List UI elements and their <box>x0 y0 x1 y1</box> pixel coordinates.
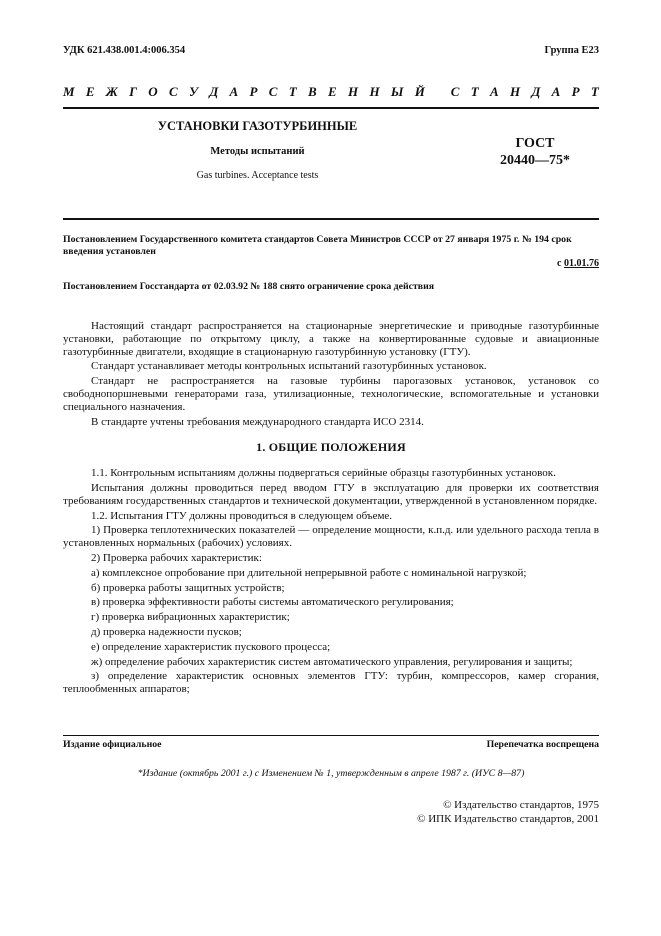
banner-letter: Д <box>209 84 219 99</box>
document-body <box>63 320 599 698</box>
intro-paragraph: Стандарт устанавливает методы контрольных испытаний газотурбинных установок. <box>91 360 487 373</box>
banner-letter: А <box>490 84 499 99</box>
banner-letter: М <box>63 84 75 99</box>
banner-letter: Т <box>288 84 297 99</box>
banner-letter: Т <box>470 84 479 99</box>
section-paragraph: д) проверка надежности пусков; <box>91 625 242 638</box>
section-paragraph: 1.1. Контрольным испытаниям должны подвергаться серийные образцы газотурбинных установок. <box>91 467 556 480</box>
standard-subtitle: Методы испытаний <box>210 146 305 157</box>
banner-letter: У <box>188 84 199 99</box>
banner-letter: Н <box>369 84 380 99</box>
banner-letter: Ы <box>390 84 404 99</box>
decree-text: Постановлением Государственного комитета стандартов Совета Министров СССР от 27 января 1975 г. № 194 срок введения установлен <box>63 234 572 257</box>
group-code: Группа Е23 <box>544 45 599 56</box>
interstate-standard-banner <box>63 84 599 100</box>
official-edition-label: Издание официальное <box>63 739 162 750</box>
section-paragraph: в) проверка эффективности работы системы автоматического регулирования; <box>91 596 454 609</box>
section-paragraph: б) проверка работы защитных устройств; <box>91 581 285 594</box>
gost-number: 20440—75* <box>500 153 570 168</box>
banner-letter: А <box>551 84 561 99</box>
gost-label: ГОСТ <box>515 136 555 151</box>
copyright-2001: © ИПК Издательство стандартов, 2001 <box>417 813 599 825</box>
banner-letter: Д <box>531 84 541 99</box>
footer-rule <box>63 735 599 736</box>
banner-letter: С <box>450 84 460 99</box>
banner-letter: Й <box>414 84 425 99</box>
date-prefix: с <box>557 258 564 269</box>
header-rule <box>63 107 599 109</box>
section-paragraph: з) определение характеристик основных элементов ГТУ: турбин, компрессоров, камер сгорания, теплообменных аппаратов; <box>63 670 599 696</box>
section-paragraph: ж) определение рабочих характеристик систем автоматического управления, регулирования и защиты; <box>91 655 573 668</box>
banner-letter: Н <box>510 84 521 99</box>
english-title: Gas turbines. Acceptance tests <box>196 170 319 181</box>
decree-amendment: Постановлением Госстандарта от 02.03.92 № 188 снято ограничение срока действия <box>63 281 435 292</box>
section-paragraph: 1.2. Испытания ГТУ должны проводиться в следующем объеме. <box>91 509 393 522</box>
section-paragraph: г) проверка вибрационных характеристик; <box>91 611 290 624</box>
banner-letter: Ж <box>105 84 118 99</box>
date-value: 01.01.76 <box>564 258 599 269</box>
banner-letter: В <box>308 84 317 99</box>
copyright-1975: © Издательство стандартов, 1975 <box>443 799 599 811</box>
section-paragraph: а) комплексное опробование при длительной непрерывной работе с номинальной нагрузкой; <box>91 566 527 579</box>
reprint-prohibited-label: Перепечатка воспрещена <box>486 739 599 750</box>
udk-code: УДК 621.438.001.4:006.354 <box>63 45 186 56</box>
section-paragraph: е) определение характеристик пускового процесса; <box>91 640 331 653</box>
standard-title: УСТАНОВКИ ГАЗОТУРБИННЫЕ <box>157 119 358 133</box>
banner-gap <box>436 84 439 100</box>
title-rule <box>63 218 599 220</box>
banner-letter: О <box>148 84 158 99</box>
banner-letter: А <box>229 84 239 99</box>
banner-letter: Р <box>249 84 258 99</box>
banner-letter: Е <box>85 84 95 99</box>
section-heading: 1. ОБЩИЕ ПОЛОЖЕНИЯ <box>256 440 406 455</box>
banner-letter: С <box>168 84 178 99</box>
effective-date <box>557 258 599 269</box>
section-paragraph: Испытания должны проводиться перед вводом ГТУ в эксплуатацию для проверки их соответствия требованиям государственных стандартов и технической документации, утвержденной в установленном порядке. <box>63 481 599 507</box>
banner-letter: Г <box>129 84 137 99</box>
intro-paragraph: Настоящий стандарт распространяется на стационарные энергетические и приводные газотурбинные установки, работающие по открытому циклу, а также на конвертированные судовые и авиационные газотурбинные двигатели, входящие в стационарную газотурбинную установку (ГТУ). <box>63 320 599 358</box>
section-paragraph: 1) Проверка теплотехнических показателей — определение мощности, к.п.д. или удельного расхода тепла в установленных нормальных (рабочих) условиях. <box>63 524 599 550</box>
intro-paragraph: В стандарте учтены требования международного стандарта ИСО 2314. <box>91 415 424 428</box>
section-paragraph: 2) Проверка рабочих характеристик: <box>91 551 262 564</box>
banner-letter: Е <box>328 84 337 99</box>
banner-letter: С <box>268 84 278 99</box>
banner-letter: Т <box>590 84 599 99</box>
banner-letter: Н <box>348 84 359 99</box>
intro-paragraph: Стандарт не распространяется на газовые турбины парогазовых установок, установок со свободнопоршневыми генераторами газа, утилизационные, технологические, вспомогательные и установки специального назначения. <box>63 375 599 413</box>
edition-note: *Издание (октябрь 2001 г.) с Изменением № 1, утвержденным в апреле 1987 г. (ИУС 8—87) <box>137 768 525 779</box>
banner-letter: Р <box>571 84 580 99</box>
